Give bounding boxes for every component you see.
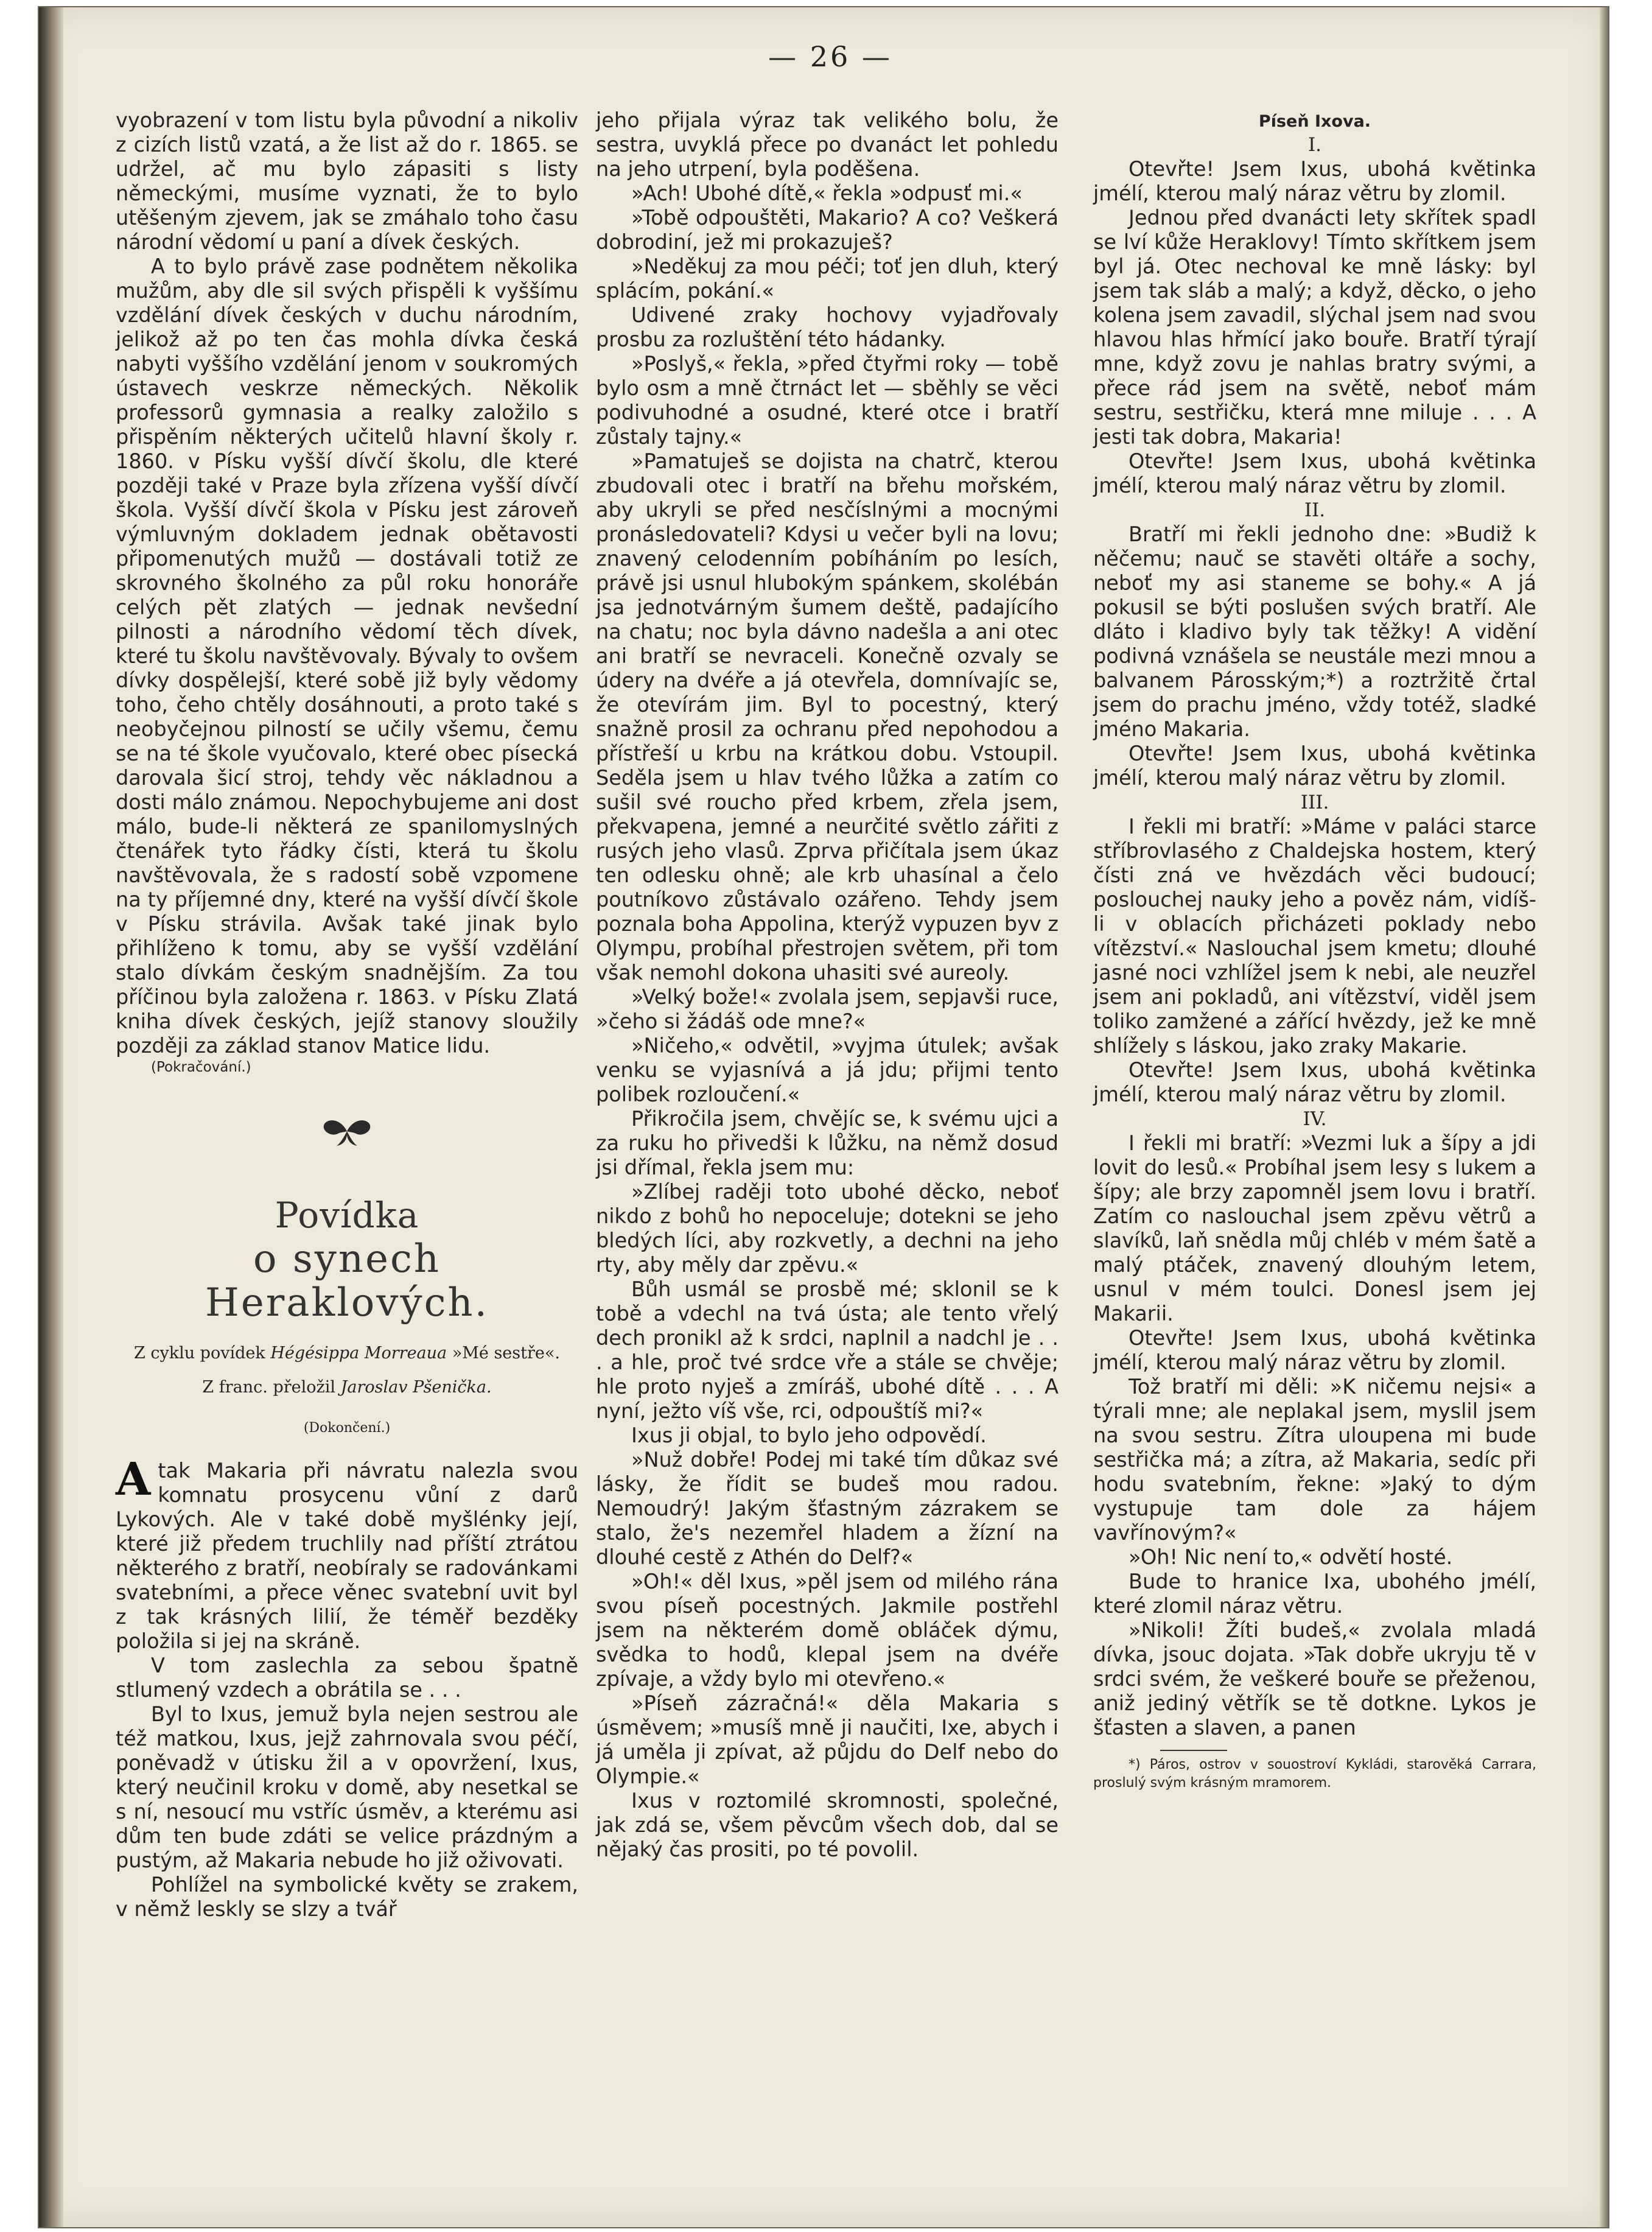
page-number: — 26 — (768, 40, 892, 73)
cycle-line (116, 1343, 578, 1364)
translator-line (116, 1377, 578, 1398)
story-paragraph: Pohlížel na symbolické květy se zrakem, v němž leskly se slzy a tvář (116, 1873, 578, 1921)
paragraph: »Neděkuj za mou péči; toť jen dluh, který splácím, pokání.« (596, 254, 1059, 303)
translator-name: Jaroslav Pšenička. (340, 1378, 492, 1397)
story-title (116, 1193, 578, 1325)
story-text: tak Makaria při návratu nalezla svou komnatu prosycenu vůní z darů Lykových. Ale v také době myšlénky její, které již předem truchlily nad příští ztrátou některého z bratří, neobíraly se radovánkami svatebními, a přece věnec svatební uvit byl z tak krásných lilií, že téměř bezděky položila si jej na skráně. (116, 1459, 578, 1653)
story-title-line1: Povídka (275, 1195, 419, 1236)
verse-paragraph: Otevřte! Jsem Ixus, ubohá květinka jmélí, kterou malý náraz větru by zlomil. (1093, 1326, 1536, 1374)
paragraph: »Píseň zázračná!« děla Makaria s úsměvem; »musíš mně ji naučiti, Ixe, abych i já uměla ji zpívat, až půjdu do Delf nebo do Olympie.« (596, 1691, 1059, 1788)
paragraph: »Zlíbej raději toto ubohé děcko, neboť nikdo z bohů ho nepoceluje; dotekni se jeho bledých líci, aby rozkvetly, a dechni na jeho rty, aby měly dar zpěvu.« (596, 1180, 1059, 1277)
paragraph: »Oh!« děl Ixus, »pěl jsem od milého rána svou píseň pocestných. Jakmile postřehl jsem na některém domě obláček dýmu, svědka to hodů, klepal jsem na dvéře zpívaje, a vždy bylo mi otevřeno.« (596, 1570, 1059, 1691)
verse-paragraph: Bratří mi řekli jednoho dne: »Budiž k něčemu; nauč se stavěti oltáře a sochy, neboť my asi staneme se bohy.« A já pokusil se býti poslušen svých bratří. Ale dláto i kladivo byly tak těžky! A vidění podivná vznášela se neustále mezi mnou a balvanem Párosským;*) a roztržitě črtal jsem do prachu jméno, vždy totéž, sladké jméno Makaria. (1093, 522, 1536, 741)
column-right (1055, 108, 1536, 1792)
book-spine-shadow (39, 7, 63, 2227)
story-title-line2: o synech Heraklových. (205, 1237, 489, 1325)
section-numeral: IV. (1303, 1108, 1327, 1130)
paragraph: Bůh usmál se prosbě mé; sklonil se k tobě a vdechl na tvá ústa; ale tento vřelý dech pronikl až k srdci, naplnil a nadchl je . . . a hle, proč tvé srdce vře a stále se chvěje; hle proto nyješ a zmíráš, ubohé dítě . . . A nyní, ježto víš vše, rci, odpouštíš mi?« (596, 1277, 1059, 1423)
verse-paragraph: Tož bratří mi děli: »K ničemu nejsi« a týrali mne; ale neplakal jsem, myslil jsem na svou sestru. Zítra uloupena mi bude sestřička má; a zítra, až Makaria, sedíc při hodu svatebním, řekne: »Jaký to dým vystupuje tam dole za hájem vavřínovým?« (1093, 1375, 1536, 1545)
page-edge (1600, 7, 1608, 2227)
song-body (1093, 133, 1536, 1792)
paragraph: »Pamatuješ se dojista na chatrč, kterou zbudovali otec i bratří na břehu mořském, aby ukryli se před nesčíslnými a mocnými pronásledovateli? Kdysi u večer byli na lovu; znavený celodenním pobíháním po lesích, právě jsi usnul hlubokým spánkem, skolébán jsa jednotvárným šumem deště, padajícího na chatu; noc byla dávno nadešla a ani otec ani bratří se nevraceli. Konečně ozvaly se údery na dvéře a já otevřela, domnívajíc se, že otevírám jim. Byl to pocestný, který snažně prosil za ochranu před nepohodou a přístřeší u krbu na krátkou dobu. Vstoupil. Seděla jsem u hlav tvého lůžka a zatím co sušil své roucho před krbem, zřela jsem, překvapena, jemné a neurčité světlo zářiti z rusých jeho vlasů. Zprva přičítala jsem úkaz ten odlesku ohně; ale krb uhasínal a čelo poutníkovo zůstávalo ozářeno. Tehdy jsem poznala boha Appolina, kterýž vypuzen byv z Olympu, probíhal přestrojen světem, při tom však nemohl dokona uhasiti své aureoly. (596, 449, 1059, 984)
paragraph: »Velký bože!« zvolala jsem, sepjavši ruce, »čeho si žádáš ode mne?« (596, 985, 1059, 1033)
verse-paragraph: Bude to hranice Ixa, ubohého jmélí, které zlomil náraz větru. (1093, 1570, 1536, 1618)
column-left (116, 108, 578, 1921)
section-numeral: II. (1304, 499, 1326, 521)
paragraph: Udivené zraky hochovy vyjadřovaly prosbu za rozluštění této hádanky. (596, 303, 1059, 351)
paragraph: »Poslyš,« řekla, »před čtyřmi roky — tobě bylo osm a mně čtrnáct let — sběhly se věci podivuhodné a osudné, které otce i bratří zůstaly tajny.« (596, 352, 1059, 449)
paragraph: A to bylo právě zase podnětem několika mužům, aby dle sil svých přispěli k vyššímu vzdělání dívek českých v duchu národním, jelikož až po ten čas mohla dívka česká nabyti vyššího vzdělání jenom v soukromých ústavech veskrze německých. Několik professorů gymnasia a realky založilo s přispěním některých učitelů hlavní školy r. 1860. v Písku vyšší dívčí školu, dle které později také v Praze byla zřízena vyšší dívčí škola. Vyšší dívčí škola v Písku jest zároveň výmluvným dokladem jednak obětavosti připomenutých mužů — dostávali totiž ze skrovného školného za půl roku honoráře celých pět zlatých — jednak nevšední pilnosti a národního vědomí těch dívek, které tu školu navštěvovaly. Bývaly to ovšem dívky dospělejší, které sobě již byly vědomy toho, čeho chtěly dosáhnouti, a proto také s neobyčejnou pilností se učily všemu, čemu se na té škole vyučovalo, které obec písecká darovala šicí stroj, tehdy věc nákladnou a dosti málo známou. Nepochybujeme ani dost málo, bude-li některá ze spanilomyslných čtenářek tyto řádky čísti, která tu školu navštěvovala, že s radostí sobě vzpomene na ty příjemné dny, které na vyšší dívčí škole v Písku strávila. Avšak také jinak bylo přihlíženo k tomu, aby se vyšší vzdělání stalo dívkám českým snadnějším. Za tou příčinou byla založena r. 1863. v Písku Zlatá kniha dívek českých, jejíž stanovy sloužily později za základ stanov Matice lidu. (116, 254, 578, 1058)
story-paragraph: Byl to Ixus, jemuž byla nejen sestrou ale též matkou, Ixus, jejž zahrnovala svou péčí, poněvadž v útisku žil a v opovržení, Ixus, který neučinil kroku v domě, aby nesetkal se s ní, nesoucí mu vstříc úsměv, a kterému asi dům ten bude zdáti se velice prázdným a pustým, až Makaria nebude ho již oživovati. (116, 1702, 578, 1872)
verse-paragraph: I řekli mi bratří: »Máme v paláci starce stříbrovlasého z Chaldejska hostem, který čísti zná ve hvězdách věci budoucí; poslouchej nauky jeho a pověz nám, vidíš-li v oblacích přicházeti poklady nebo vítězství.« Naslouchal jsem kmetu; dlouhé jasné noci vzhlížel jsem k nebi, ale neuzřel jsem ani pokladů, ani vítězství, viděl jsem toliko zamžené a zářící hvězdy, jež ke mně shlížely s láskou, jako zraky Makarie. (1093, 815, 1536, 1058)
paragraph: Ixus ji objal, to bylo jeho odpovědí. (631, 1423, 987, 1447)
paragraph: jeho přijala výraz tak velikého bolu, že sestra, uvyklá přece po dvanáct let pohledu na jeho utrpení, byla poděšena. (596, 108, 1059, 181)
paragraph: »Nuž dobře! Podej mi také tím důkaz své lásky, že řídit se budeš mou radou. Nemoudrý! Jakým šťastným zázrakem se stalo, že's nezemřel hladem a žízní na dlouhé cestě z Athén do Delf?« (596, 1448, 1059, 1569)
verse-paragraph: Otevřte! Jsem Ixus, ubohá květinka jmélí, kterou malý náraz větru by zlomil. (1093, 1058, 1536, 1106)
column-middle (596, 108, 1059, 1862)
footnote-rule (1160, 1750, 1227, 1751)
story-paragraph: V tom zaslechla za sebou špatně stlumený vzdech a obrátila se . . . (116, 1654, 578, 1702)
verse-paragraph: Otevřte! Jsem Ixus, ubohá květinka jmélí, kterou malý náraz větru by zlomil. (1093, 449, 1536, 497)
ornament-icon (320, 1113, 374, 1149)
paragraph: »Ničeho,« odvětil, »vyjma útulek; avšak venku se vyjasnívá a já jdu; přijmi tento polibek rozloučení.« (596, 1034, 1059, 1106)
section-numeral: I. (1307, 134, 1322, 156)
paragraph: Ixus v roztomilé skromnosti, společné, jak zdá se, všem pěvcům všech dob, dal se nějaký čas prositi, po té povolil. (596, 1789, 1059, 1861)
paragraph: »Tobě odpouštěti, Makario? A co? Veškerá dobrodiní, jež mi prokazuješ? (596, 206, 1059, 254)
paragraph: Přikročila jsem, chvějíc se, k svému ujci a za ruku ho přivedši k lůžku, na němž dosud jsi dřímal, řekla jsem mu: (596, 1107, 1059, 1179)
verse-paragraph: Otevřte! Jsem Ixus, ubohá květinka jmélí, kterou malý náraz větru by zlomil. (1093, 742, 1536, 790)
verse-paragraph: »Nikoli! Žíti budeš,« zvolala mladá dívka, jsouc dojata. »Tak dobře ukryju tě v srdci svém, že veškeré bouře se přeženou, aniž jediný větřík se tě dotkne. Lykos je šťasten a slaven, a panen (1093, 1618, 1536, 1739)
cycle-suffix: »Mé sestře«. (447, 1344, 560, 1363)
story-paragraph (116, 1453, 578, 1654)
verse-paragraph: I řekli mi bratří: »Vezmi luk a šípy a jdi lovit do lesů.« Probíhal jsem lesy s lukem a šípy; ale brzy zapomněl jsem lovu i bratří. Zatím co naslouchal jsem zpěvu větrů a slavíků, laň snědla můj chléb v mém šatě a malý ptáček, znavený dlouhým letem, usnul v mém toulci. Donesl jsem jej Makarii. (1093, 1131, 1536, 1325)
continuation-note: (Pokračování.) (151, 1059, 251, 1075)
footnote: *) Páros, ostrov v souostroví Kykládi, starověká Carrara, proslulý svým krásným mramorem. (1093, 1757, 1536, 1791)
paragraph: »Ach! Ubohé dítě,« řekla »odpusť mi.« (631, 181, 1023, 205)
verse-paragraph: Otevřte! Jsem Ixus, ubohá květinka jmélí, kterou malý náraz větru by zlomil. (1093, 157, 1536, 205)
finished-note: (Dokončení.) (303, 1420, 391, 1436)
drop-cap: A (116, 1453, 151, 1506)
verse-paragraph: »Oh! Nic není to,« odvětí hosté. (1129, 1545, 1453, 1569)
song-title: Píseň Ixova. (1258, 112, 1371, 131)
cycle-author: Hégésippa Morreaua (270, 1344, 447, 1363)
translator-prefix: Z franc. přeložil (202, 1378, 341, 1397)
scanned-page (38, 6, 1609, 2228)
section-numeral: III. (1300, 791, 1329, 813)
verse-paragraph: Jednou před dvanácti lety skřítek spadl se lví kůže Heraklovy! Tímto skřítkem jsem byl já. Otec nechoval ke mně lásky: byl jsem tak sláb a malý; a když, děcko, o jeho kolena jsem zavadil, slýchal jsem nad svou hlavou hlas hřmící jako bouře. Bratří týrají mne, když zovu je nahlas bratry svými, a přece rád jsem na světě, neboť mám sestru, sestřičku, která mne miluje . . . A jesti tak dobra, Makaria! (1093, 206, 1536, 449)
cycle-prefix: Z cyklu povídek (134, 1344, 271, 1363)
paragraph: vyobrazení v tom listu byla původní a nikoliv z cizích listů vzatá, a že list až do r. 1865. se udržel, ač mu bylo zápasiti s listy německými, musíme vyznati, že to bylo utěšeným zjevem, jak se zmáhalo toho času národní vědomí u paní a dívek českých. (116, 108, 578, 254)
